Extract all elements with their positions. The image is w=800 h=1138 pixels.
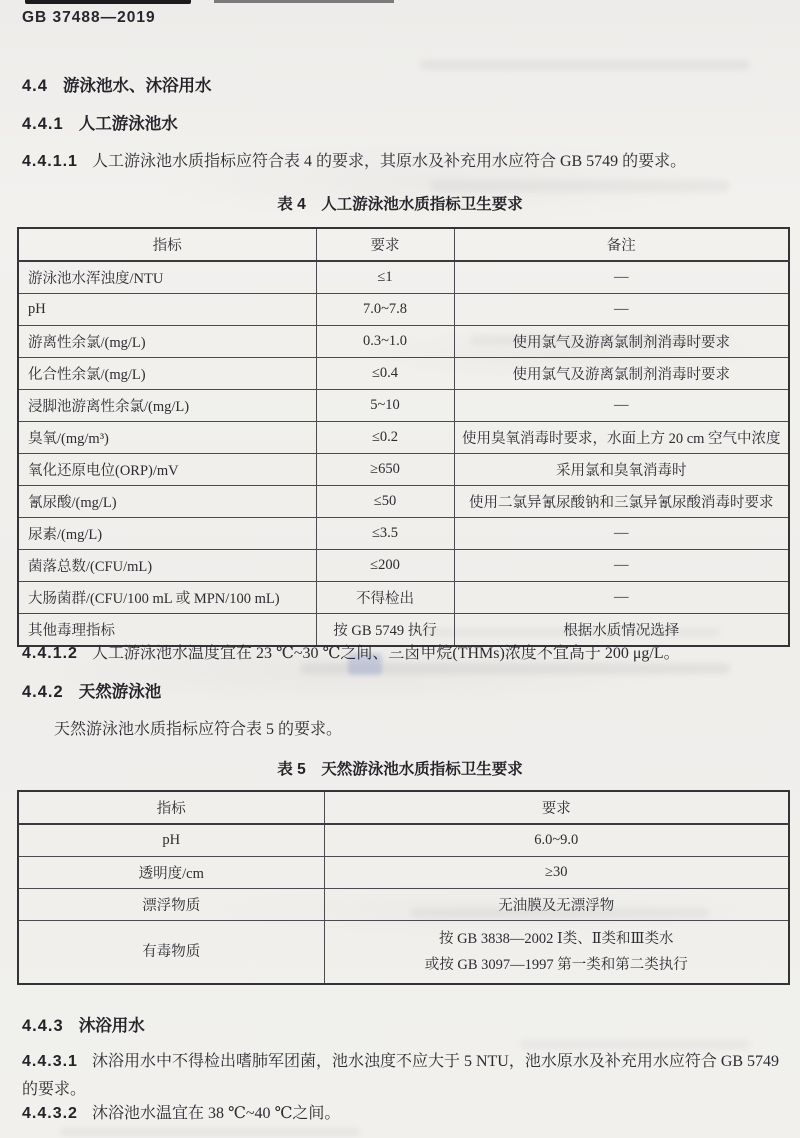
scan-edge-artifact [25,0,191,4]
clause-number: 4.4.1.1 [22,153,78,170]
table-cell: 游离性余氯/(mg/L) [18,326,316,358]
table-cell: 5~10 [316,390,454,422]
clause-number: 4.4.3.2 [22,1105,78,1122]
table-row [18,422,789,454]
table-row [18,294,789,326]
table-cell: 根据水质情况选择 [454,614,789,647]
section-heading-4-4 [22,72,211,96]
table-cell: 其他毒理指标 [18,614,316,647]
table5-caption: 表 5 天然游泳池水质指标卫生要求 [277,761,523,778]
table-cell: 大肠菌群/(CFU/100 mL 或 MPN/100 mL) [18,582,316,614]
table-cell: ≤3.5 [316,518,454,550]
table-cell: 漂浮物质 [18,889,324,921]
section-number: 4.4.2 [22,683,64,701]
table-cell: 菌落总数/(CFU/mL) [18,550,316,582]
section-number: 4.4 [22,77,48,95]
section-heading-4-4-1 [22,110,178,134]
section-heading-4-4-2 [22,678,161,702]
table-cell: — [454,518,789,550]
table-row [18,824,789,857]
clause-text: 沐浴池水温宜在 38 ℃~40 ℃之间。 [91,1105,341,1122]
table-cell: — [454,261,789,294]
table-cell: — [454,294,789,326]
scan-edge-artifact [214,0,394,3]
section-title: 沐浴用水 [78,1017,145,1035]
table-cell: 使用氯气及游离氯制剂消毒时要求 [454,326,789,358]
table-cell: 采用氯和臭氧消毒时 [454,454,789,486]
table-cell: 臭氧/(mg/m³) [18,422,316,454]
table-row [18,261,789,294]
table-row [18,550,789,582]
clause-text: 人工游泳池水温度宜在 23 ℃~30 ℃之间、三卤甲烷(THMs)浓度不宜高于 200 μg/L。 [91,645,680,662]
table-cell: 0.3~1.0 [316,326,454,358]
table-row [18,486,789,518]
table-cell: ≤50 [316,486,454,518]
table-cell: ≤0.4 [316,358,454,390]
table-row [18,358,789,390]
table4-caption: 表 4 人工游泳池水质指标卫生要求 [277,196,523,213]
table-cell: 6.0~9.0 [324,824,789,857]
table-cell: 氧化还原电位(ORP)/mV [18,454,316,486]
table-cell: 游泳池水浑浊度/NTU [18,261,316,294]
clause-number: 4.4.3.1 [22,1053,78,1070]
section-number: 4.4.3 [22,1017,64,1035]
section-title: 天然游泳池 [78,683,162,701]
table-row [18,518,789,550]
table-cell: pH [18,824,324,857]
table-cell: ≥30 [324,857,789,889]
table-cell: 有毒物质 [18,921,324,985]
section-title: 人工游泳池水 [78,115,178,133]
table-cell: 化合性余氯/(mg/L) [18,358,316,390]
table-cell: — [454,390,789,422]
table-cell: 透明度/cm [18,857,324,889]
table-cell: 使用二氯异氰尿酸钠和三氯异氰尿酸消毒时要求 [454,486,789,518]
table-row [18,921,789,985]
table-header-row [18,228,789,261]
table-cell: ≤200 [316,550,454,582]
table-cell: 不得检出 [316,582,454,614]
clause-4-4-1-1 [22,148,780,176]
table-artificial-pool-requirements [17,227,790,647]
clause-4-4-3-2 [22,1100,780,1128]
table-cell: ≤1 [316,261,454,294]
clause-text: 人工游泳池水质指标应符合表 4 的要求，其原水及补充用水应符合 GB 5749 的要求。 [91,153,687,170]
table-cell: 使用臭氧消毒时要求，水面上方 20 cm 空气中浓度 [454,422,789,454]
table-cell: 7.0~7.8 [316,294,454,326]
clause-number: 4.4.1.2 [22,645,78,662]
table-cell: 浸脚池游离性余氯/(mg/L) [18,390,316,422]
table-cell: — [454,550,789,582]
table-cell: 使用氯气及游离氯制剂消毒时要求 [454,358,789,390]
table-cell: pH [18,294,316,326]
paragraph-natural-pool: 天然游泳池水质指标应符合表 5 的要求。 [54,721,343,738]
column-header: 要求 [324,791,789,824]
table-cell: — [454,582,789,614]
table-row [18,857,789,889]
section-number: 4.4.1 [22,115,64,133]
section-heading-4-4-3 [22,1012,145,1036]
clause-4-4-3-1 [22,1048,780,1104]
column-header: 要求 [316,228,454,261]
column-header: 指标 [18,228,316,261]
column-header: 备注 [454,228,789,261]
clause-4-4-1-2 [22,640,780,668]
column-header: 指标 [18,791,324,824]
table-cell: ≥650 [316,454,454,486]
table-row [18,454,789,486]
table-row [18,390,789,422]
table-cell: ≤0.2 [316,422,454,454]
section-title: 游泳池水、沐浴用水 [62,77,212,95]
scan-artifact [430,180,730,192]
clause-text: 沐浴用水中不得检出嗜肺军团菌，池水浊度不应大于 5 NTU，池水原水及补充用水应符合 GB 5749 的要求。 [22,1053,780,1098]
table-natural-pool-requirements [17,790,790,985]
document-code: GB 37488—2019 [22,9,156,26]
table-row [18,326,789,358]
table-cell: 按 GB 3838—2002 Ⅰ类、Ⅱ类和Ⅲ类水 或按 GB 3097—1997 第一类和第二类执行 [324,921,789,985]
table-header-row [18,791,789,824]
scan-artifact [420,60,750,70]
table-cell: 按 GB 5749 执行 [316,614,454,647]
scan-artifact [60,1128,360,1136]
table-row [18,889,789,921]
table-cell: 氰尿酸/(mg/L) [18,486,316,518]
table-cell: 无油膜及无漂浮物 [324,889,789,921]
table-cell: 尿素/(mg/L) [18,518,316,550]
table-row [18,582,789,614]
